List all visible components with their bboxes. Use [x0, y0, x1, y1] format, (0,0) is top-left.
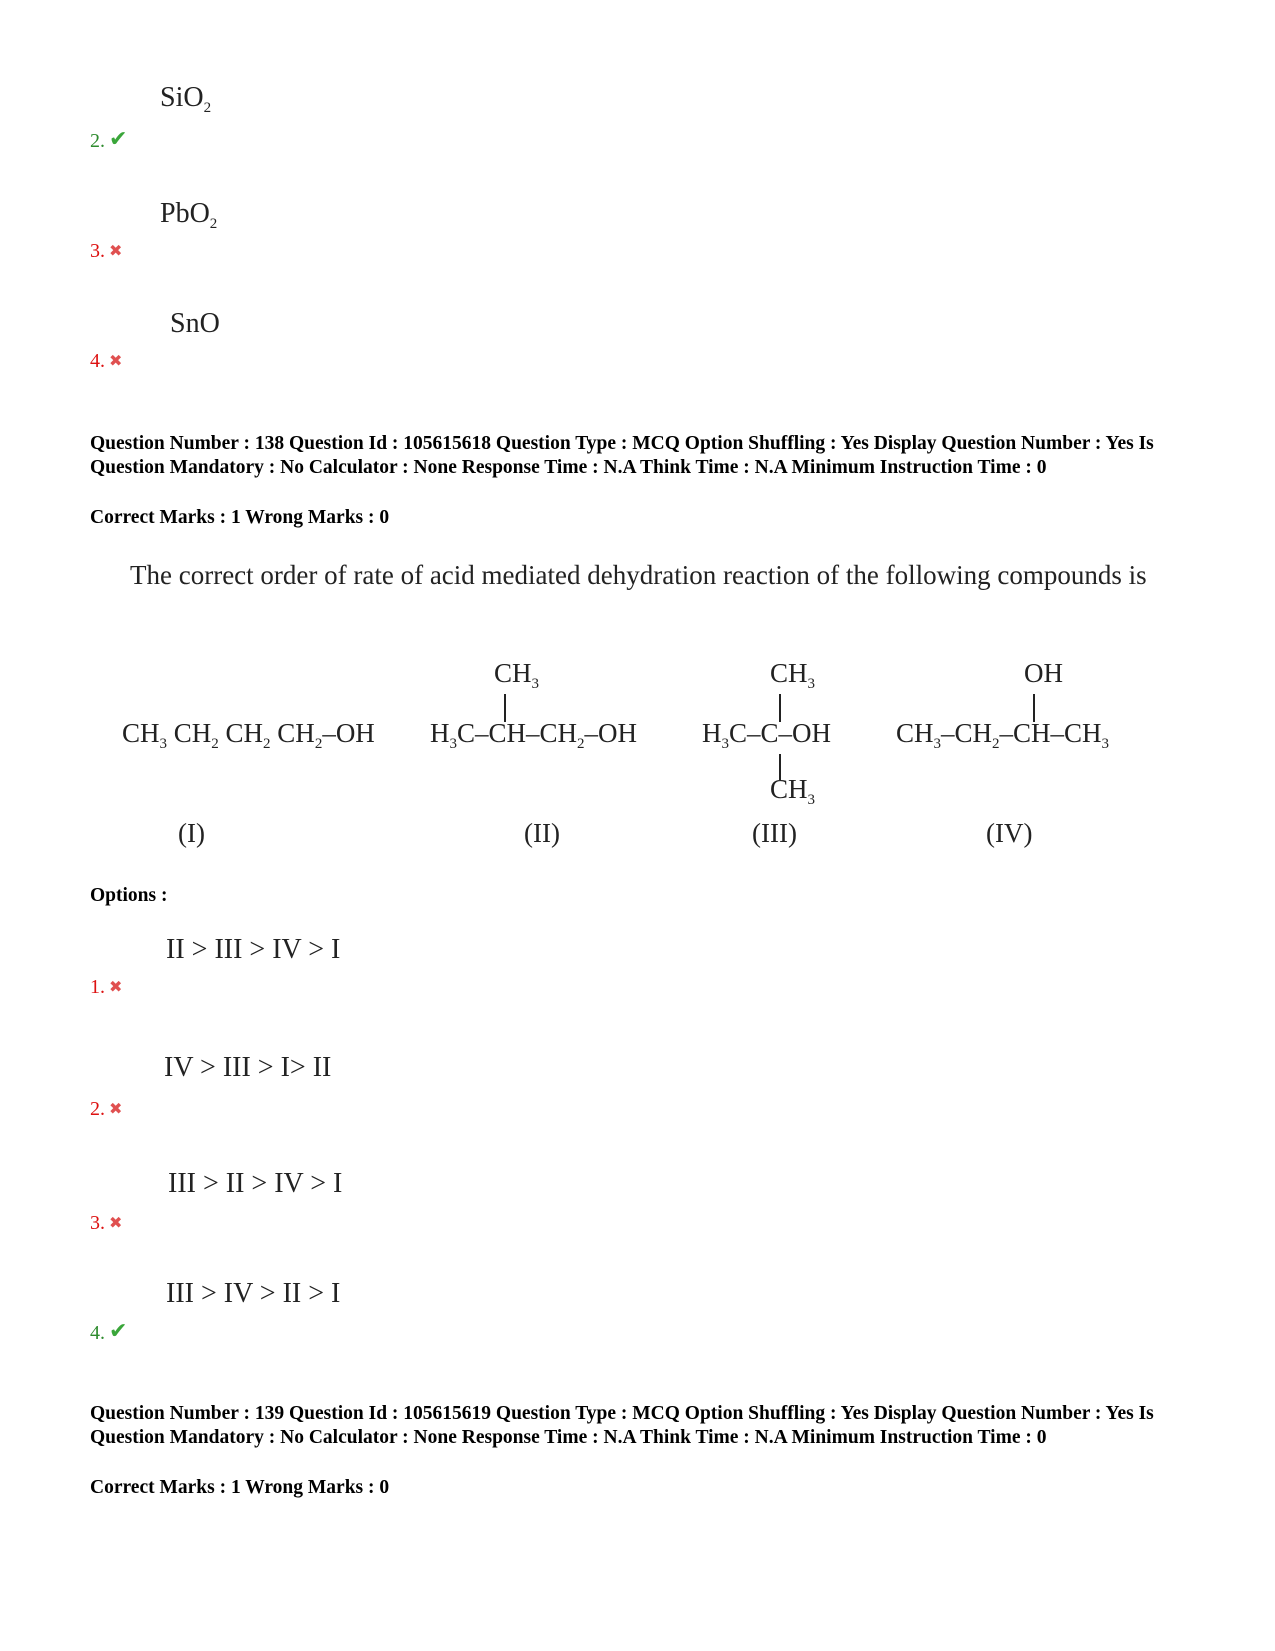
cross-icon: ✖ [109, 979, 123, 996]
option-number: 4. [90, 1322, 105, 1344]
options-heading: Options : [90, 885, 168, 906]
option-3-formula: PbO$_2$ [160, 198, 218, 232]
q138-option-1-text: II > III > IV > I [166, 934, 341, 965]
cross-icon: ✖ [109, 243, 123, 260]
compound-II-structure: $H_3C-CH-CH_2-OH$ [430, 718, 638, 752]
option-4-formula: SnO [170, 308, 220, 339]
option-number: 3. [90, 240, 105, 262]
question-138-marks: Correct Marks : 1 Wrong Marks : 0 [90, 507, 390, 528]
q138-option-2[interactable] [90, 1098, 122, 1121]
option-number: 3. [90, 1212, 105, 1234]
compound-II-label: (II) [524, 818, 560, 848]
option-number: 1. [90, 976, 105, 998]
compound-III-label: (III) [752, 818, 797, 848]
option-number: 2. [90, 130, 105, 152]
cross-icon: ✖ [109, 353, 123, 370]
option-number: 2. [90, 1098, 105, 1120]
cross-icon: ✖ [109, 1215, 123, 1232]
option-2[interactable] [90, 126, 127, 153]
q138-option-3[interactable] [90, 1212, 122, 1235]
question-139-meta: Question Number : 139 Question Id : 105615619 Question Type : MCQ Option Shuffling : Yes Display Question Number : Yes Is Question Mandatory : No Calculator : None Response Time : N.A Think Time : N.A Minimum Instruction Time : 0 [90, 1403, 1154, 1448]
question-138-meta: Question Number : 138 Question Id : 105615618 Question Type : MCQ Option Shuffling : Yes Display Question Number : Yes Is Question Mandatory : No Calculator : None Response Time : N.A Think Time : N.A Minimum Instruction Time : 0 [90, 433, 1154, 478]
compound-III-ch3-top: $CH_3$ [770, 658, 816, 692]
q138-option-4[interactable] [90, 1318, 127, 1345]
q138-option-2-text: IV > III > I> II [164, 1052, 332, 1083]
option-4[interactable] [90, 350, 122, 373]
compound-II-ch3: $CH_3$ [494, 658, 540, 692]
check-icon: ✔ [109, 1318, 128, 1343]
q138-option-3-text: III > II > IV > I [168, 1168, 343, 1199]
option-3[interactable] [90, 240, 122, 263]
compound-IV-oh: OH [1024, 658, 1063, 688]
compound-I-structure: $CH_3$ $CH_2$ $CH_2$ $CH_2-OH$ [122, 718, 375, 752]
q138-option-1[interactable] [90, 976, 122, 999]
check-icon: ✔ [109, 126, 128, 151]
cross-icon: ✖ [109, 1101, 123, 1118]
option-number: 4. [90, 350, 105, 372]
compound-III-ch3-bottom: $CH_3$ [770, 774, 816, 808]
structures-figure [0, 650, 1275, 880]
compound-I-label: (I) [178, 818, 205, 848]
question-139-marks: Correct Marks : 1 Wrong Marks : 0 [90, 1477, 390, 1498]
q138-option-4-text: III > IV > II > I [166, 1278, 341, 1309]
compound-IV-structure: $CH_3-CH_2-CH-CH_3$ [896, 718, 1110, 752]
compound-IV-label: (IV) [986, 818, 1033, 848]
compound-III-structure: $H_3C-C-OH$ [702, 718, 832, 752]
question-138-text: The correct order of rate of acid mediated dehydration reaction of the following compounds is [130, 560, 1147, 590]
option-2-formula: SiO$_2$ [160, 82, 212, 116]
